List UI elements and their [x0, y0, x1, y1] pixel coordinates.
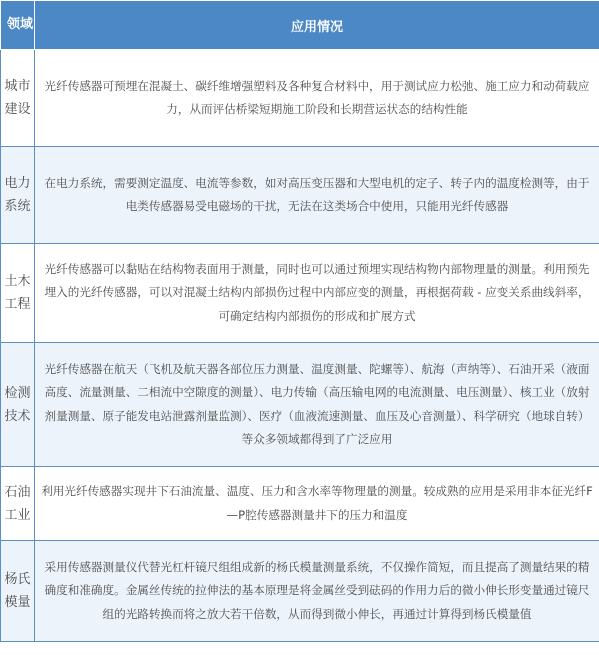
field-cell: 杨氏模量: [1, 541, 35, 642]
field-cell: 城市建设: [1, 50, 35, 147]
table-row: [1, 244, 599, 343]
field-cell: 石油工业: [1, 467, 35, 541]
table-row: [1, 50, 599, 147]
application-cell: 光纤传感器可以黏贴在结构物表面用于测量，同时也可以通过预埋实现结构物内部物理量的测量。利用预先埋入的光纤传感器，可以对混凝土结构内部损伤过程中内部应变的测量，再根据荷载 - 应变关系曲线斜率，可确定结构内部损伤的形成和扩展方式: [35, 244, 599, 343]
header-application: 应用情况: [35, 1, 599, 50]
application-cell: 采用传感器测量仪代替光杠杆镜尺组组成新的杨氏模量测量系统，不仅操作简短，而且提高了测量结果的精确度和准确度。金属丝传统的拉伸法的基本原理是将金属丝受到砝码的作用力后的微小伸长形变量通过镜尺组的光路转换而将之放大若干倍数，从而得到微小伸长，再通过计算得到杨氏模量值: [35, 541, 599, 642]
application-cell: 在电力系统，需要测定温度、电流等参数，如对高压变压器和大型电机的定子、转子内的温度检测等，由于电类传感器易受电磁场的干扰，无法在这类场合中使用，只能用光纤传感器: [35, 147, 599, 244]
field-cell: 电力系统: [1, 147, 35, 244]
application-cell: 光纤传感器可预埋在混凝土、碳纤维增强塑料及各种复合材料中，用于测试应力松弛、施工应力和动荷载应力，从而评估桥梁短期施工阶段和长期营运状态的结构性能: [35, 50, 599, 147]
header-row: [1, 1, 599, 50]
application-cell: 利用光纤传感器实现井下石油流量、温度、压力和含水率等物理量的测量。较成熟的应用是采用非本征光纤F—P腔传感器测量井下的压力和温度: [35, 467, 599, 541]
field-cell: 检测技术: [1, 343, 35, 467]
table-row: [1, 147, 599, 244]
table-header: [1, 1, 599, 50]
application-cell: 光纤传感器在航天（飞机及航天器各部位压力测量、温度测量、陀螺等）、航海（声纳等）、石油开采（液面高度、流量测量、二相流中空隙度的测量）、电力传输（高压输电网的电流测量、电压测量）、核工业（放射剂量测量、原子能发电站泄露剂量监测）、医疗（血液流速测量、血压及心音测量）、科学研究（地球自转）等众多领域都得到了广泛应用: [35, 343, 599, 467]
field-cell: 土木工程: [1, 244, 35, 343]
header-field: 领域: [1, 1, 35, 50]
table-body: [1, 50, 599, 642]
table-row: [1, 343, 599, 467]
table-row: [1, 541, 599, 642]
table-row: [1, 467, 599, 541]
